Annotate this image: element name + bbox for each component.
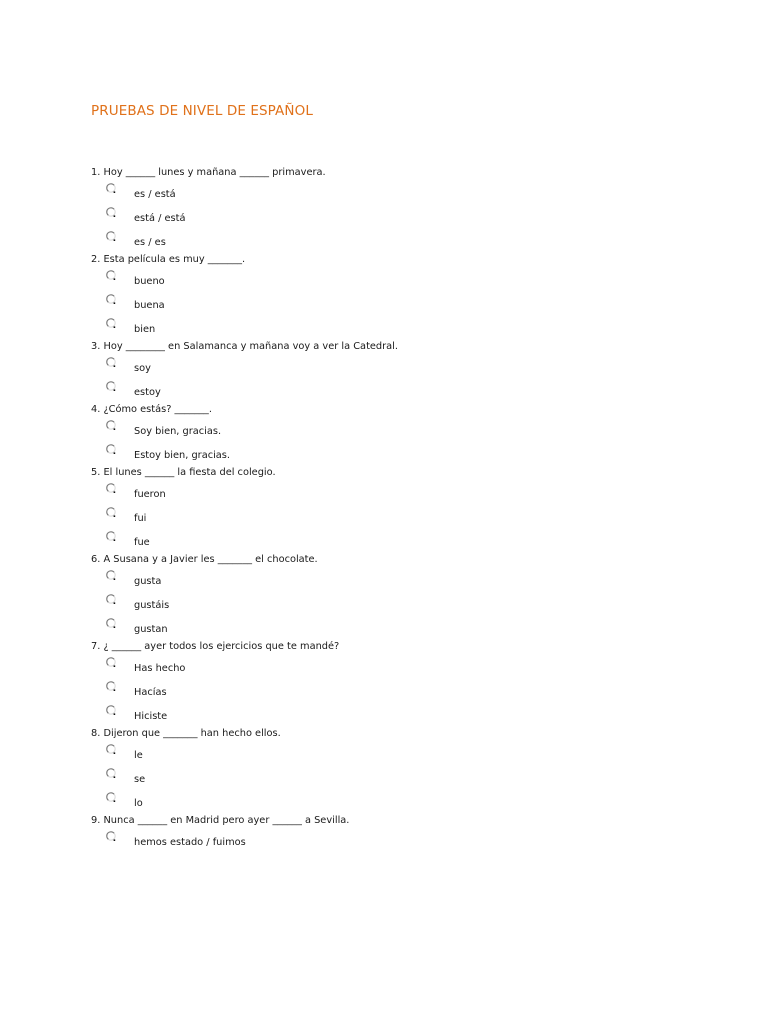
question-4 (91, 403, 731, 466)
answer-option[interactable] (91, 829, 731, 853)
option-label: gustan (134, 624, 168, 635)
option-label: soy (134, 363, 151, 374)
question-text: 9. Nunca ______ en Madrid pero ayer ______ a Sevilla. (91, 815, 350, 826)
answer-option[interactable] (91, 316, 731, 340)
question-text: 8. Dijeron que _______ han hecho ellos. (91, 728, 281, 739)
question-1 (91, 166, 731, 253)
option-label: se (134, 774, 146, 785)
option-label: fui (134, 513, 147, 524)
option-label: fue (134, 537, 150, 548)
question-5 (91, 466, 731, 553)
option-label: Soy bien, gracias. (134, 426, 222, 437)
question-text: 3. Hoy ________ en Salamanca y mañana voy a ver la Catedral. (91, 341, 399, 352)
answer-option[interactable] (91, 679, 731, 703)
radio-button-icon[interactable] (106, 792, 117, 804)
radio-button-icon[interactable] (106, 744, 117, 756)
radio-button-icon[interactable] (106, 444, 117, 456)
question-2 (91, 253, 731, 340)
question-7 (91, 640, 731, 727)
option-label: gusta (134, 576, 162, 587)
option-label: está / está (134, 213, 186, 224)
option-label: lo (134, 798, 143, 809)
answer-option[interactable] (91, 529, 731, 553)
option-label: bueno (134, 276, 165, 287)
answer-option[interactable] (91, 742, 731, 766)
radio-button-icon[interactable] (106, 357, 117, 369)
radio-button-icon[interactable] (106, 831, 117, 843)
question-3 (91, 340, 731, 403)
answer-option[interactable] (91, 418, 731, 442)
radio-button-icon[interactable] (106, 270, 117, 282)
answer-option[interactable] (91, 568, 731, 592)
answer-option[interactable] (91, 229, 731, 253)
radio-button-icon[interactable] (106, 381, 117, 393)
radio-button-icon[interactable] (106, 681, 117, 693)
answer-option[interactable] (91, 355, 731, 379)
radio-button-icon[interactable] (106, 231, 117, 243)
option-label: bien (134, 324, 156, 335)
question-9 (91, 814, 731, 853)
answer-option[interactable] (91, 442, 731, 466)
option-label: estoy (134, 387, 161, 398)
radio-button-icon[interactable] (106, 705, 117, 717)
radio-button-icon[interactable] (106, 420, 117, 432)
radio-button-icon[interactable] (106, 768, 117, 780)
option-label: es / es (134, 237, 166, 248)
option-label: Has hecho (134, 663, 186, 674)
radio-button-icon[interactable] (106, 507, 117, 519)
option-label: Hiciste (134, 711, 168, 722)
question-8 (91, 727, 731, 814)
radio-button-icon[interactable] (106, 618, 117, 630)
option-label: fueron (134, 489, 166, 500)
radio-button-icon[interactable] (106, 594, 117, 606)
radio-button-icon[interactable] (106, 207, 117, 219)
answer-option[interactable] (91, 505, 731, 529)
answer-option[interactable] (91, 616, 731, 640)
answer-option[interactable] (91, 592, 731, 616)
answer-option[interactable] (91, 205, 731, 229)
answer-option[interactable] (91, 181, 731, 205)
option-label: es / está (134, 189, 176, 200)
question-6 (91, 553, 731, 640)
option-label: buena (134, 300, 165, 311)
radio-button-icon[interactable] (106, 294, 117, 306)
question-text: 6. A Susana y a Javier les _______ el chocolate. (91, 554, 318, 565)
option-label: Hacías (134, 687, 167, 698)
option-label: hemos estado / fuimos (134, 837, 246, 848)
radio-button-icon[interactable] (106, 531, 117, 543)
answer-option[interactable] (91, 766, 731, 790)
radio-button-icon[interactable] (106, 483, 117, 495)
answer-option[interactable] (91, 481, 731, 505)
radio-button-icon[interactable] (106, 657, 117, 669)
page-title: PRUEBAS DE NIVEL DE ESPAÑOL (91, 103, 313, 119)
radio-button-icon[interactable] (106, 318, 117, 330)
question-text: 4. ¿Cómo estás? _______. (91, 404, 212, 415)
option-label: gustáis (134, 600, 170, 611)
question-text: 5. El lunes ______ la fiesta del colegio. (91, 467, 276, 478)
answer-option[interactable] (91, 655, 731, 679)
question-list (91, 166, 731, 853)
option-label: le (134, 750, 143, 761)
radio-button-icon[interactable] (106, 570, 117, 582)
question-text: 7. ¿ ______ ayer todos los ejercicios que te mandé? (91, 641, 340, 652)
question-text: 1. Hoy ______ lunes y mañana ______ primavera. (91, 167, 326, 178)
answer-option[interactable] (91, 292, 731, 316)
answer-option[interactable] (91, 268, 731, 292)
question-text: 2. Esta película es muy _______. (91, 254, 246, 265)
option-label: Estoy bien, gracias. (134, 450, 231, 461)
radio-button-icon[interactable] (106, 183, 117, 195)
answer-option[interactable] (91, 790, 731, 814)
answer-option[interactable] (91, 379, 731, 403)
answer-option[interactable] (91, 703, 731, 727)
